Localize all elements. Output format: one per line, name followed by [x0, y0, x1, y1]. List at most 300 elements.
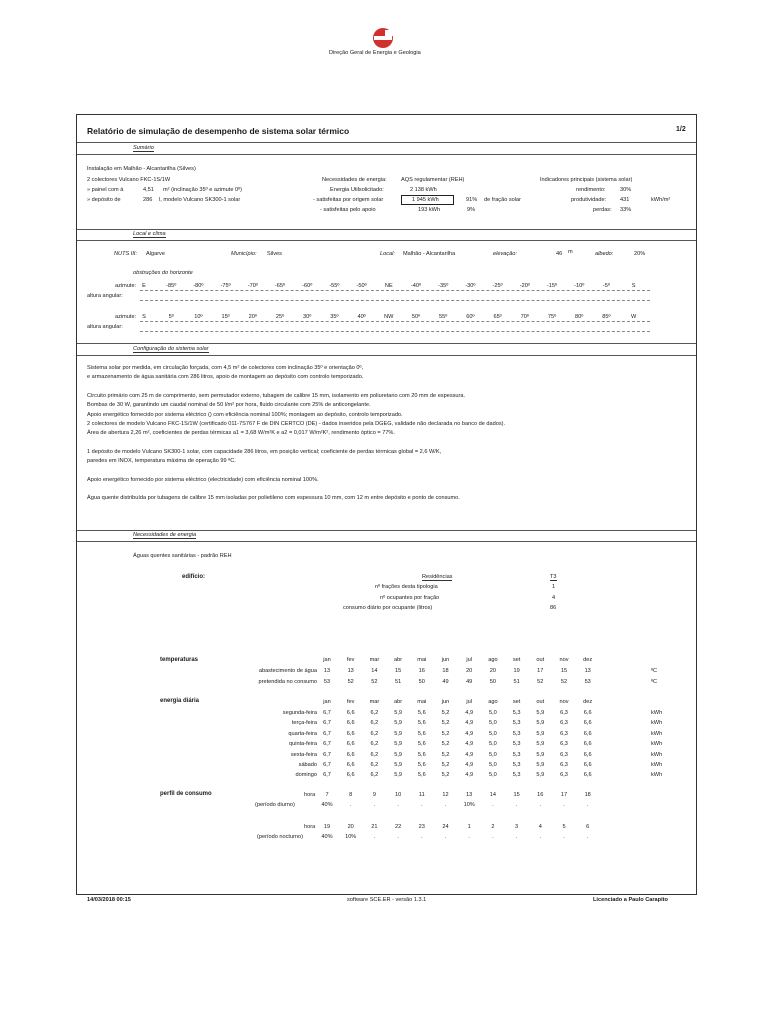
backup-fraction: 9%: [467, 207, 476, 213]
month-header: abr: [394, 699, 403, 705]
panel-label: » painel com á: [87, 187, 124, 193]
profile-percent: .: [586, 802, 589, 808]
energy-value: 5,2: [441, 730, 450, 737]
azimuth-value: -25º: [492, 283, 503, 289]
profile-hour: 4: [538, 824, 542, 830]
config-line: Água quente distribuída por tubagens de calibre 15 mm isoladas por polietileno com espessura 10 mm, com 12 m entre depósito e ponto de consumo.: [87, 495, 460, 502]
install-location: Instalação em Malhão - Alcantarilha (Silves): [87, 166, 196, 172]
month-header: nov: [559, 699, 569, 705]
page-number: 1/2: [676, 126, 686, 133]
altitude-line: [140, 290, 650, 291]
energy-value: 4,9: [465, 730, 474, 737]
energy-value: 5,6: [417, 730, 426, 737]
energy-value: 6,6: [346, 772, 355, 779]
profile-percent: 10%: [345, 834, 357, 840]
energy-value: 5,0: [489, 720, 497, 727]
solar-sat-value: 1 945 kWh: [401, 195, 454, 205]
month-header: out: [536, 699, 545, 705]
temperature-value: 51: [513, 679, 520, 685]
solar-fraction: 91%: [466, 197, 478, 203]
residences-value: T3: [550, 574, 557, 580]
footer-date: 14/03/2018 00:15: [87, 897, 131, 903]
hour-label-night: hora: [304, 824, 316, 830]
month-header: jun: [441, 699, 450, 705]
energy-unit: kWh: [651, 741, 663, 748]
divider: [77, 142, 696, 143]
elevation-unit: m: [568, 249, 573, 255]
month-header: jul: [466, 657, 472, 663]
temperature-value: 13: [584, 668, 591, 674]
util-label: Energia Utilsolicitado:: [330, 187, 384, 193]
energy-value: 6,7: [323, 730, 331, 737]
energy-value: 5,6: [417, 710, 426, 716]
footer-software: software SCE.ER - versão 1.3.1: [347, 897, 427, 903]
energy-value: 5,6: [417, 720, 426, 727]
nuts-value: Algarve: [146, 251, 165, 257]
temperature-value: 20: [489, 668, 496, 674]
backup-sat-value: 193 kWh: [418, 207, 441, 213]
azimuth-value: W: [630, 314, 637, 320]
altitude-label-1: altura angular:: [87, 293, 123, 299]
energy-value: 6,3: [560, 762, 568, 768]
energy-value: 5,3: [512, 751, 521, 758]
month-header: out: [536, 657, 545, 663]
municipality-label: Município:: [231, 251, 257, 257]
report-title: Relatório de simulação de desempenho de sistema solar térmico: [87, 126, 350, 136]
section-config: Configuração do sistema solar: [133, 346, 209, 352]
azimuth-value: -75º: [220, 283, 231, 289]
energy-value: 6,7: [323, 741, 331, 748]
period-day-label: (período diurno): [255, 802, 295, 808]
energy-value: 6,2: [370, 772, 379, 779]
util-value: 2 138 kWh: [410, 187, 437, 193]
divider: [77, 154, 696, 155]
energy-value: 5,6: [417, 762, 426, 768]
energy-value: 5,2: [441, 772, 450, 779]
losses-label: perdas:: [593, 207, 612, 213]
profile-hour: 7: [325, 792, 329, 798]
temperature-value: 15: [394, 668, 402, 674]
azimuth-value: -15º: [546, 283, 558, 289]
azimuth-value: 85º: [602, 314, 611, 320]
profile-percent: .: [586, 834, 589, 840]
azimuth-value: 55º: [439, 314, 448, 320]
temperature-value: 52: [347, 679, 354, 685]
aqs-standard: Águas quentes sanitárias - padrão REH: [133, 553, 232, 559]
profile-percent: .: [515, 834, 518, 840]
temperature-value: 18: [442, 668, 449, 674]
profile-hour: 10: [394, 792, 402, 798]
temperature-value: 14: [371, 668, 378, 674]
energy-row-label: quinta-feira: [289, 741, 317, 748]
profile-hour: 2: [491, 824, 495, 830]
month-header: mai: [417, 657, 427, 663]
azimuth-value: 15º: [221, 314, 230, 320]
month-header: jun: [441, 657, 450, 663]
profile-percent: .: [444, 802, 447, 808]
azimuth-label-2: azimute:: [115, 314, 137, 320]
energy-value: 6,2: [370, 710, 379, 716]
occupants-value: 4: [552, 595, 556, 601]
config-line: Circuito primário com 25 m de comprimento, sem permutador externo, tubagem de calibre 15 mm, isolamento em poliuretano com 20 mm de espessura.: [87, 392, 466, 399]
productivity-unit: kWh/m²: [651, 197, 671, 203]
energy-value: 5,0: [489, 751, 497, 758]
period-night-label: (período nocturno): [257, 834, 304, 840]
altitude-line: [140, 331, 650, 332]
building-label: edifício:: [182, 574, 206, 580]
energy-value: 5,3: [512, 762, 521, 768]
temperature-value: 15: [560, 668, 568, 674]
temperature-value: 50: [489, 679, 496, 685]
profile-percent: 40%: [321, 834, 333, 840]
energy-value: 5,3: [512, 730, 521, 737]
profile-percent: .: [421, 834, 423, 840]
azimuth-value: -5º: [602, 283, 610, 289]
panel-desc: m² (inclinação 35º e azimute 0º): [163, 187, 243, 193]
energy-value: 5,9: [536, 741, 545, 748]
energy-value: 6,6: [583, 772, 592, 779]
energy-value: 5,2: [441, 751, 450, 758]
temperature-value: 53: [584, 679, 591, 685]
energy-row-label: terça-feira: [291, 720, 317, 727]
profile-hour: 18: [584, 792, 591, 798]
energy-value: 6,3: [560, 730, 568, 737]
profile-hour: 14: [489, 792, 496, 798]
energy-value: 5,2: [441, 720, 450, 727]
needs-value: AQS regulamentar (REH): [401, 177, 465, 183]
azimuth-value: 10º: [194, 314, 203, 320]
profile-percent: .: [397, 834, 399, 840]
energy-value: 6,6: [583, 751, 592, 758]
profile-hour: 23: [418, 824, 425, 830]
temperature-value: 20: [466, 668, 473, 674]
month-header: set: [512, 699, 521, 705]
profile-hour: 15: [513, 792, 520, 798]
energy-value: 5,3: [512, 720, 521, 727]
profile-percent: .: [349, 802, 352, 808]
energy-value: 6,2: [370, 741, 379, 748]
energy-row-label: sábado: [298, 762, 317, 768]
energy-value: 6,6: [346, 730, 355, 737]
energy-row-label: domingo: [295, 772, 317, 779]
profile-hour: 8: [349, 792, 353, 798]
azimuth-value: 40º: [357, 314, 366, 320]
profile-percent: .: [539, 802, 542, 808]
section-local: Local e clima: [133, 231, 166, 237]
azimuth-value: 25º: [275, 314, 285, 320]
solar-fraction-label: de fração solar: [484, 197, 522, 203]
azimuth-value: 65º: [493, 314, 502, 320]
azimuth-value: 60º: [466, 314, 475, 320]
consumption-value: 86: [550, 605, 557, 611]
config-line: 2 colectores de modelo Vulcano FKC-1S/1W (certificado 011-7S767 F de DIN CERTCO (DE) - dados inseridos pela DGEG, validade não declarada no banco de dados).: [87, 420, 506, 427]
azimuth-value: -10º: [574, 283, 585, 289]
report-frame: [76, 114, 697, 895]
energy-value: 6,3: [560, 772, 568, 779]
month-header: ago: [488, 699, 498, 705]
energy-value: 5,2: [441, 741, 450, 748]
temperature-value: 52: [560, 679, 568, 685]
fractions-value: 1: [552, 584, 556, 590]
divider: [77, 240, 696, 241]
energy-value: 5,6: [417, 772, 426, 779]
profile-percent: .: [444, 834, 447, 840]
productivity-value: 431: [620, 197, 630, 203]
azimuth-value: 80º: [575, 314, 584, 320]
energy-row-label: segunda-feira: [282, 710, 317, 716]
nuts-label: NUTS III:: [114, 251, 137, 257]
energy-value: 5,6: [417, 751, 426, 758]
month-header: nov: [559, 657, 569, 663]
energy-unit: kWh: [651, 720, 663, 727]
albedo-value: 20%: [634, 251, 646, 257]
energy-value: 6,6: [346, 741, 355, 748]
profile-hour: 17: [560, 792, 568, 798]
profile-hour: 9: [372, 792, 376, 798]
footer-licence: Licenciado a Paulo Carapito: [593, 897, 668, 903]
azimuth-label-1: azimute:: [115, 283, 137, 289]
energy-value: 5,9: [394, 710, 402, 716]
divider: [77, 229, 696, 230]
local-value: Malhão - Alcantarilha: [403, 251, 456, 257]
profile-hour: 24: [442, 824, 449, 830]
azimuth-value: 30º: [303, 314, 312, 320]
temperature-unit: ºC: [651, 668, 658, 674]
profile-hour: 19: [323, 824, 331, 830]
elevation-value: 46: [556, 251, 563, 257]
config-line: 1 depósito de modelo Vulcano SK300-1 solar, com capacidade 286 litros, em posição vertical; coeficiente de perdas térmicas global = 2,6 W/K,: [87, 448, 442, 455]
energy-value: 5,0: [489, 741, 497, 748]
energy-value: 6,3: [560, 710, 568, 716]
energy-value: 6,6: [346, 710, 355, 716]
section-summary: Sumário: [133, 145, 154, 151]
efficiency-value: 30%: [620, 187, 632, 193]
energy-value: 6,2: [370, 720, 379, 727]
albedo-label: albedo:: [595, 251, 614, 257]
azimuth-value: 20º: [248, 314, 257, 320]
temperatures-title: temperaturas: [160, 657, 199, 663]
azimuth-value: -65º: [274, 283, 286, 289]
divider: [77, 355, 696, 356]
energy-value: 4,9: [465, 720, 474, 727]
energy-value: 6,2: [370, 751, 379, 758]
energy-value: 6,7: [323, 720, 331, 727]
month-header: jul: [466, 699, 472, 705]
azimuth-value: S: [142, 314, 146, 320]
config-line: Área de abertura 2,26 m², coeficientes de perdas térmicas a1 = 3,68 W/m²K e a2 = 0,017 W/m²K², rendimento óptico = 77%.: [87, 430, 395, 437]
energy-value: 5,3: [512, 710, 521, 716]
obstructions-title: obstruções do horizonte: [133, 270, 193, 276]
profile-percent: .: [563, 802, 565, 808]
profile-hour: 20: [347, 824, 354, 830]
profile-percent: 10%: [463, 802, 475, 808]
profile-percent: .: [421, 802, 423, 808]
temperature-value: 13: [323, 668, 331, 674]
energy-value: 6,6: [346, 751, 355, 758]
dgeg-logo-icon: [369, 26, 397, 50]
azimuth-value: NE: [384, 283, 393, 289]
energy-value: 5,0: [489, 772, 497, 779]
profile-hour: 5: [562, 824, 566, 830]
azimuth-value: 75º: [547, 314, 557, 320]
consumption-label: consumo diário por ocupante (litros): [343, 605, 433, 611]
profile-hour: 16: [537, 792, 544, 798]
divider: [77, 541, 696, 542]
fractions-label: nº frações desta tipologia: [375, 584, 438, 590]
panel-area: 4,51: [143, 187, 154, 193]
energy-value: 6,6: [583, 730, 592, 737]
temperature-unit: ºC: [651, 679, 658, 685]
backup-sat-label: - satisfeitas pelo apoio: [320, 207, 376, 213]
month-header: fev: [346, 699, 355, 705]
energy-value: 5,9: [536, 730, 545, 737]
energy-unit: kWh: [651, 710, 663, 716]
profile-percent: .: [397, 802, 399, 808]
energy-value: 6,6: [583, 720, 592, 727]
profile-title: perfil de consumo: [160, 791, 212, 797]
temperature-value: 17: [537, 668, 544, 674]
needs-label: Necessidades de energia:: [322, 177, 387, 183]
month-header: mar: [369, 699, 380, 705]
energy-value: 5,9: [536, 720, 545, 727]
profile-hour: 1: [467, 824, 471, 830]
energy-value: 6,6: [583, 710, 592, 716]
tank-volume: 286: [143, 197, 153, 203]
energy-value: 5,0: [489, 710, 497, 716]
config-line: paredes em INOX, temperatura máxima de operação 99 ºC.: [87, 458, 236, 464]
tank-label: » depósito de: [87, 197, 121, 203]
energy-value: 5,9: [536, 710, 545, 716]
temperature-row-label: pretendida no consumo: [258, 679, 317, 685]
energy-value: 5,9: [394, 751, 402, 758]
efficiency-label: rendimento:: [576, 187, 606, 193]
profile-percent: .: [515, 802, 518, 808]
energy-row-label: sexta-feira: [290, 751, 317, 758]
temperature-value: 52: [371, 679, 378, 685]
energy-value: 5,0: [489, 730, 497, 737]
month-header: ago: [488, 657, 498, 663]
energy-value: 6,3: [560, 751, 568, 758]
energy-value: 5,9: [394, 741, 402, 748]
azimuth-value: -80º: [193, 283, 204, 289]
config-line: Apoio energético fornecido por sistema eléctrico () com eficiência nominal 100%; montagem ao depósito, controlo temporizado.: [87, 411, 403, 418]
energy-value: 5,2: [441, 762, 450, 768]
energy-row-label: quarta-feira: [288, 730, 317, 737]
local-label: Local:: [380, 251, 395, 257]
temperature-value: 49: [466, 679, 473, 685]
energy-value: 5,9: [394, 730, 402, 737]
energy-value: 5,9: [394, 762, 402, 768]
azimuth-value: -40º: [410, 283, 422, 289]
azimuth-value: 50º: [411, 314, 421, 320]
profile-percent: .: [539, 834, 542, 840]
config-line: Apoio energético fornecido por sistema eléctrico (electricidade) com eficiência nominal 100%.: [87, 476, 319, 483]
energy-value: 5,0: [489, 762, 497, 768]
profile-percent: 40%: [321, 802, 333, 808]
energy-value: 5,9: [536, 772, 545, 779]
energy-value: 5,9: [536, 762, 545, 768]
energy-value: 6,7: [323, 751, 331, 758]
section-needs: Necessidades de energia: [133, 532, 197, 538]
azimuth-value: 5º: [168, 314, 174, 320]
energy-value: 6,2: [370, 730, 379, 737]
collectors-line: 2 colectores Vulcano FKC-1S/1W: [87, 177, 171, 183]
indicators-title: Indicadores principais (sistema solar): [540, 177, 633, 183]
energy-unit: kWh: [651, 730, 663, 737]
azimuth-value: 35º: [330, 314, 339, 320]
energy-value: 6,7: [323, 772, 331, 779]
energy-value: 4,9: [465, 751, 474, 758]
energy-value: 6,6: [346, 762, 355, 768]
month-header: dez: [583, 699, 593, 705]
profile-hour: 13: [466, 792, 473, 798]
energy-value: 4,9: [465, 710, 474, 716]
month-header: dez: [583, 657, 593, 663]
azimuth-value: -35º: [438, 283, 449, 289]
energy-value: 6,7: [323, 762, 331, 768]
profile-percent: .: [492, 834, 494, 840]
profile-percent: .: [563, 834, 565, 840]
energy-value: 6,2: [370, 762, 379, 768]
profile-percent: .: [373, 802, 376, 808]
azimuth-value: -70º: [247, 283, 258, 289]
profile-percent: .: [373, 834, 376, 840]
temperature-value: 13: [347, 668, 354, 674]
energy-value: 5,2: [441, 710, 450, 716]
divider: [77, 343, 696, 344]
azimuth-value: S: [631, 283, 636, 289]
altitude-line: [140, 300, 650, 301]
energy-value: 6,6: [346, 720, 355, 727]
energy-value: 5,6: [417, 741, 426, 748]
temperature-value: 52: [537, 679, 544, 685]
hour-label-day: hora: [304, 792, 316, 798]
org-name: Direção Geral de Energia e Geologia: [329, 50, 421, 56]
month-header: jan: [323, 699, 331, 705]
solar-sat-label: - satisfeitas por origem solar: [313, 197, 384, 203]
profile-hour: 21: [371, 824, 378, 830]
energy-value: 5,3: [512, 741, 521, 748]
productivity-label: produtividade:: [571, 197, 607, 203]
temperature-value: 19: [513, 668, 520, 674]
month-header: jan: [323, 657, 331, 663]
elevation-label: elevação:: [493, 251, 517, 257]
energy-value: 6,3: [560, 720, 568, 727]
config-line: e armazenamento de água sanitária com 286 litros, apoio de montagem ao depósito com controlo temporizado.: [87, 374, 364, 381]
profile-hour: 12: [442, 792, 449, 798]
energy-unit: kWh: [651, 751, 663, 758]
month-header: mar: [369, 657, 380, 663]
energy-unit: kWh: [651, 772, 663, 779]
energy-value: 6,6: [583, 762, 592, 768]
energy-value: 6,6: [583, 741, 592, 748]
energy-value: 4,9: [465, 762, 474, 768]
tank-desc: l, modelo Vulcano SK300-1 solar: [159, 197, 241, 203]
azimuth-value: -20º: [519, 283, 530, 289]
temperature-row-label: abastecimento de água: [258, 668, 317, 674]
azimuth-value: -30º: [465, 283, 476, 289]
divider: [77, 530, 696, 531]
config-line: Bombas de 30 W, garantindo um caudal nominal de 50 l/m² por hora, fluido circulante com 25% de anticongelante.: [87, 402, 371, 409]
azimuth-value: -50º: [356, 283, 367, 289]
energy-value: 6,3: [560, 741, 568, 748]
energy-value: 5,9: [394, 720, 402, 727]
month-header: fev: [346, 657, 355, 663]
energy-title: energia diária: [160, 698, 200, 704]
month-header: mai: [417, 699, 427, 705]
energy-value: 5,3: [512, 772, 521, 779]
profile-percent: .: [492, 802, 494, 808]
